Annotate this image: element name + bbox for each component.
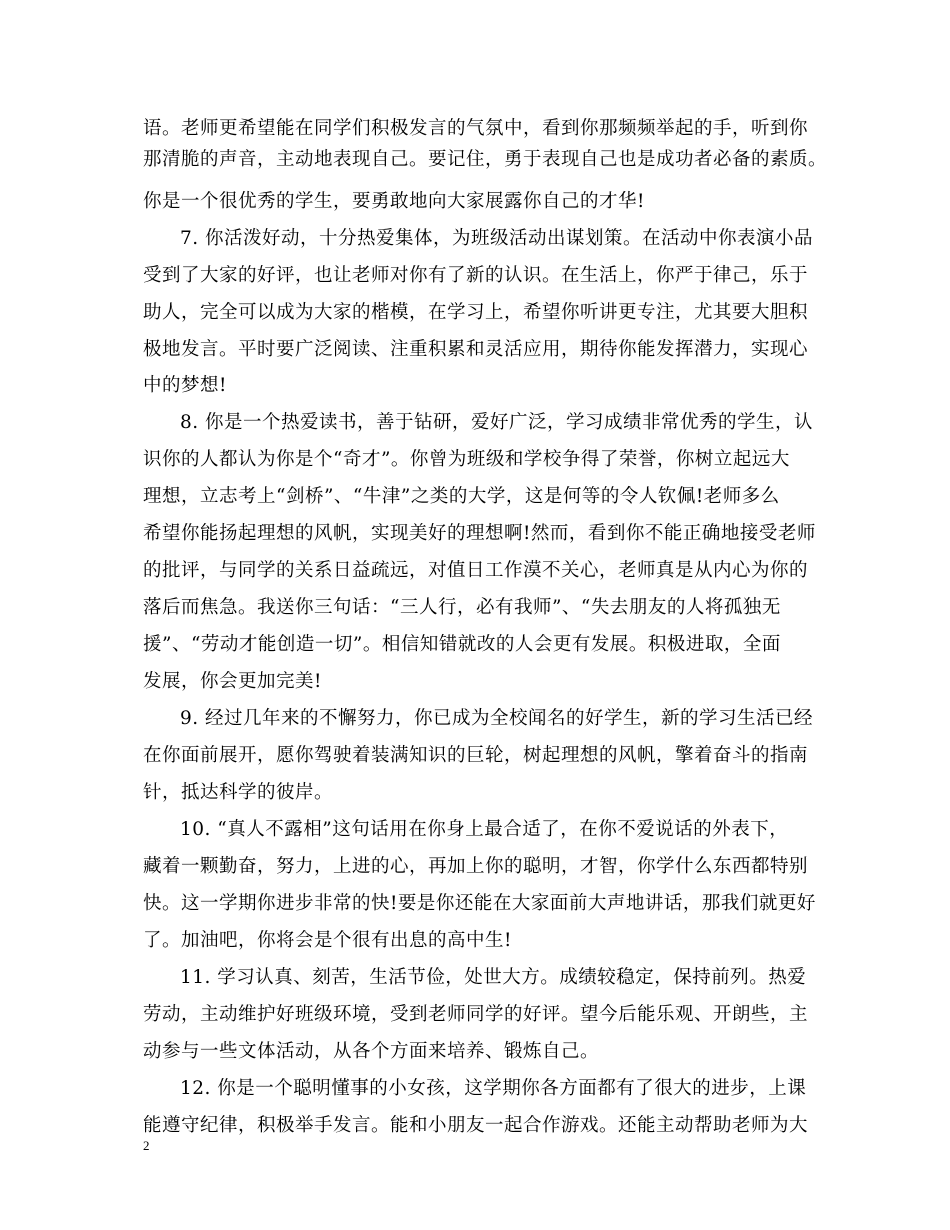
text-line: 发展，你会更加完美! [143,671,322,692]
text-line: 能遵守纪律，积极举手发言。能和小朋友一起合作游戏。还能主动帮助老师为大 [143,1115,809,1136]
text-line: 12. 你是一个聪明懂事的小女孩，这学期你各方面都有了很大的进步，上课 [180,1078,807,1099]
text-line: 动参与一些文体活动，从各个方面来培养、锻炼自己。 [143,1041,600,1062]
text-line: 11. 学习认真、刻苦，生活节俭，处世大方。成绩较稳定，保持前列。热爱 [180,967,807,988]
text-line: 援”、“劳动才能创造一切”。相信知错就改的人会更有发展。积极进取，全面 [143,634,781,655]
text-line: 9. 经过几年来的不懈努力，你已成为全校闻名的好学生，新的学习生活已经 [180,708,814,729]
text-line: 快。这一学期你进步非常的快!要是你还能在大家面前大声地讲话，那我们就更好 [143,893,816,914]
text-line: 识你的人都认为你是个“奇才”。你曾为班级和学校争得了荣誉，你树立起远大 [143,449,790,470]
text-line: 劳动，主动维护好班级环境，受到老师同学的好评。望今后能乐观、开朗些，主 [143,1004,809,1025]
text-line: 理想，立志考上“剑桥”、“牛津”之类的大学，这是何等的令人钦佩!老师多么 [143,486,780,507]
text-line: 在你面前展开，愿你驾驶着装满知识的巨轮，树起理想的风帆，擎着奋斗的指南 [143,745,809,766]
text-line: 希望你能扬起理想的风帆，实现美好的理想啊!然而，看到你不能正确地接受老师 [143,523,816,544]
page-number: 2 [143,1138,150,1153]
text-line: 语。老师更希望能在同学们积极发言的气氛中，看到你那频频举起的手，听到你 [143,118,809,139]
text-line: 10. “真人不露相”这句话用在你身上最合适了，在你不爱说话的外表下， [180,819,789,840]
text-line: 7. 你活泼好动，十分热爱集体，为班级活动出谋划策。在活动中你表演小品 [180,228,814,249]
text-line: 受到了大家的好评，也让老师对你有了新的认识。在生活上，你严于律己，乐于 [143,265,809,286]
text-line: 极地发言。平时要广泛阅读、注重积累和灵活应用，期待你能发挥潜力，实现心 [143,339,809,360]
text-line: 的批评，与同学的关系日益疏远，对值日工作漠不关心，老师真是从内心为你的 [143,560,809,581]
text-line: 落后而焦急。我送你三句话：“三人行，必有我师”、“失去朋友的人将孤独无 [143,597,781,618]
text-line: 8. 你是一个热爱读书，善于钻研，爱好广泛，学习成绩非常优秀的学生，认 [180,412,814,433]
text-line: 中的梦想! [143,375,227,396]
text-line: 你是一个很优秀的学生，要勇敢地向大家展露你自己的才华! [143,191,645,212]
text-line: 了。加油吧，你将会是个很有出息的高中生! [143,930,512,951]
text-line: 藏着一颗勤奋，努力，上进的心，再加上你的聪明，才智，你学什么东西都特别 [143,856,809,877]
text-line: 那清脆的声音，主动地表现自己。要记住，勇于表现自己也是成功者必备的素质。 [143,149,828,170]
text-line: 针，抵达科学的彼岸。 [143,782,334,803]
text-line: 助人，完全可以成为大家的楷模，在学习上，希望你听讲更专注，尤其要大胆积 [143,302,809,323]
